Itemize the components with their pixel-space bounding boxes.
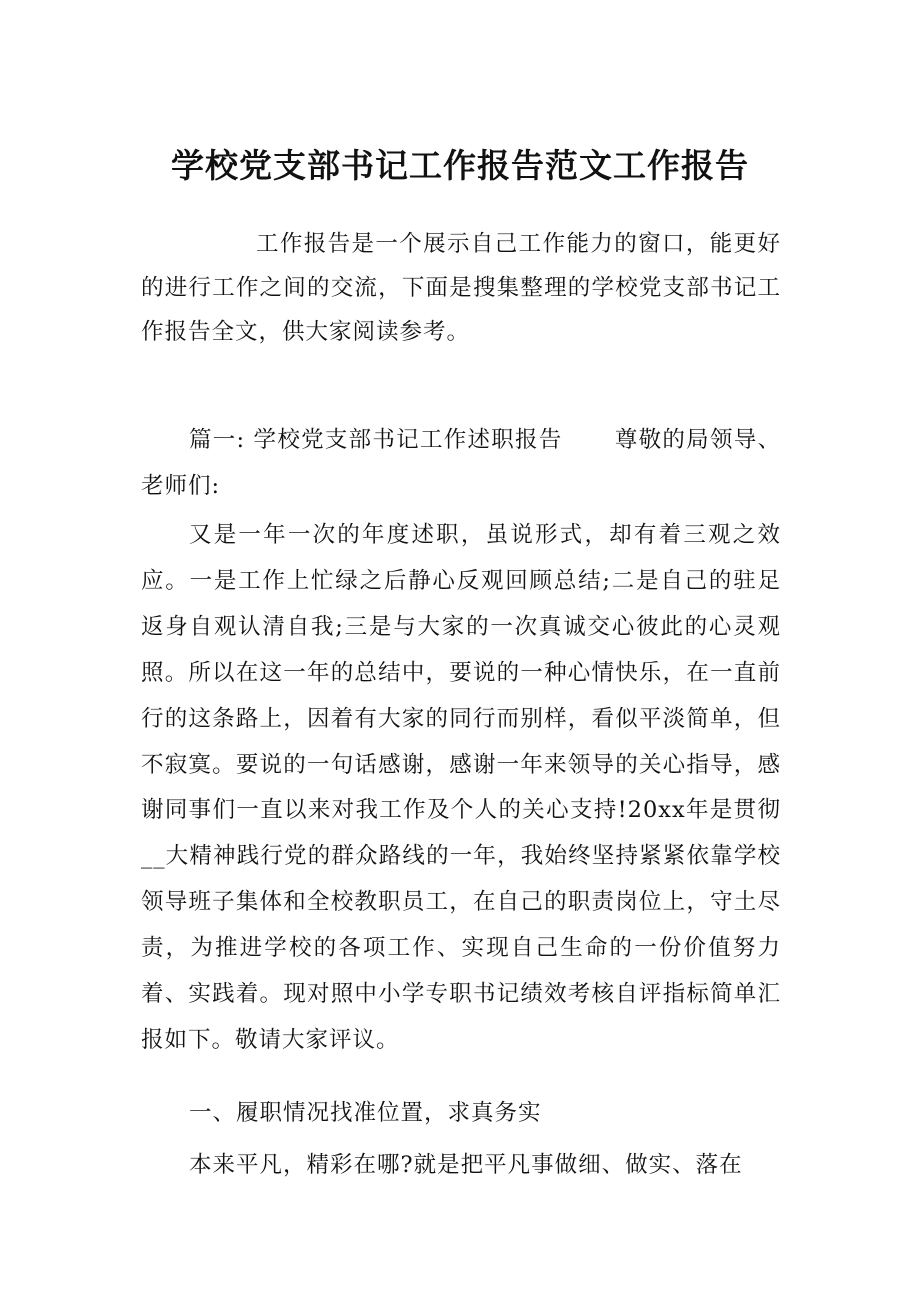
- greeting: 尊敬的局领导、老师们:: [141, 427, 781, 499]
- subheading-1: 一、履职情况找准位置，求真务实: [189, 1100, 542, 1126]
- intro-paragraph: 工作报告是一个展示自己工作能力的窗口，能更好的进行工作之间的交流，下面是搜集整理的学校党支部书记工作报告全文，供大家阅读参考。: [141, 231, 781, 345]
- body-paragraph-1: 又是一年一次的年度述职，虽说形式，却有着三观之效应。一是工作上忙绿之后静心反观回顾总结;二是自己的驻足返身自观认清自我;三是与大家的一次真诚交心彼此的心灵观照。所以在这一年的总结中，要说的一种心情快乐，在一直前行的这条路上，因着有大家的同行而别样，看似平淡简单，但不寂寞。要说的一句话感谢，感谢一年来领导的关心指导，感谢同事们一直以来对我工作及个人的关心支持!20xx年是贯彻__大精神践行党的群众路线的一年，我始终坚持紧紧依靠学校领导班子集体和全校教职员工，在自己的职责岗位上，守土尽责，为推进学校的各项工作、实现自己生命的一份价值努力着、实践着。现对照中小学专职书记绩效考核自评指标简单汇报如下。敬请大家评议。: [141, 522, 781, 1053]
- body-paragraph-2: 本来平凡，精彩在哪?就是把平凡事做细、做实、落在: [189, 1152, 743, 1178]
- section-heading-line: [141, 417, 781, 509]
- section-title: 篇一: 学校党支部书记工作述职报告: [189, 427, 563, 453]
- document-title: 学校党支部书记工作报告范文工作报告: [171, 146, 749, 185]
